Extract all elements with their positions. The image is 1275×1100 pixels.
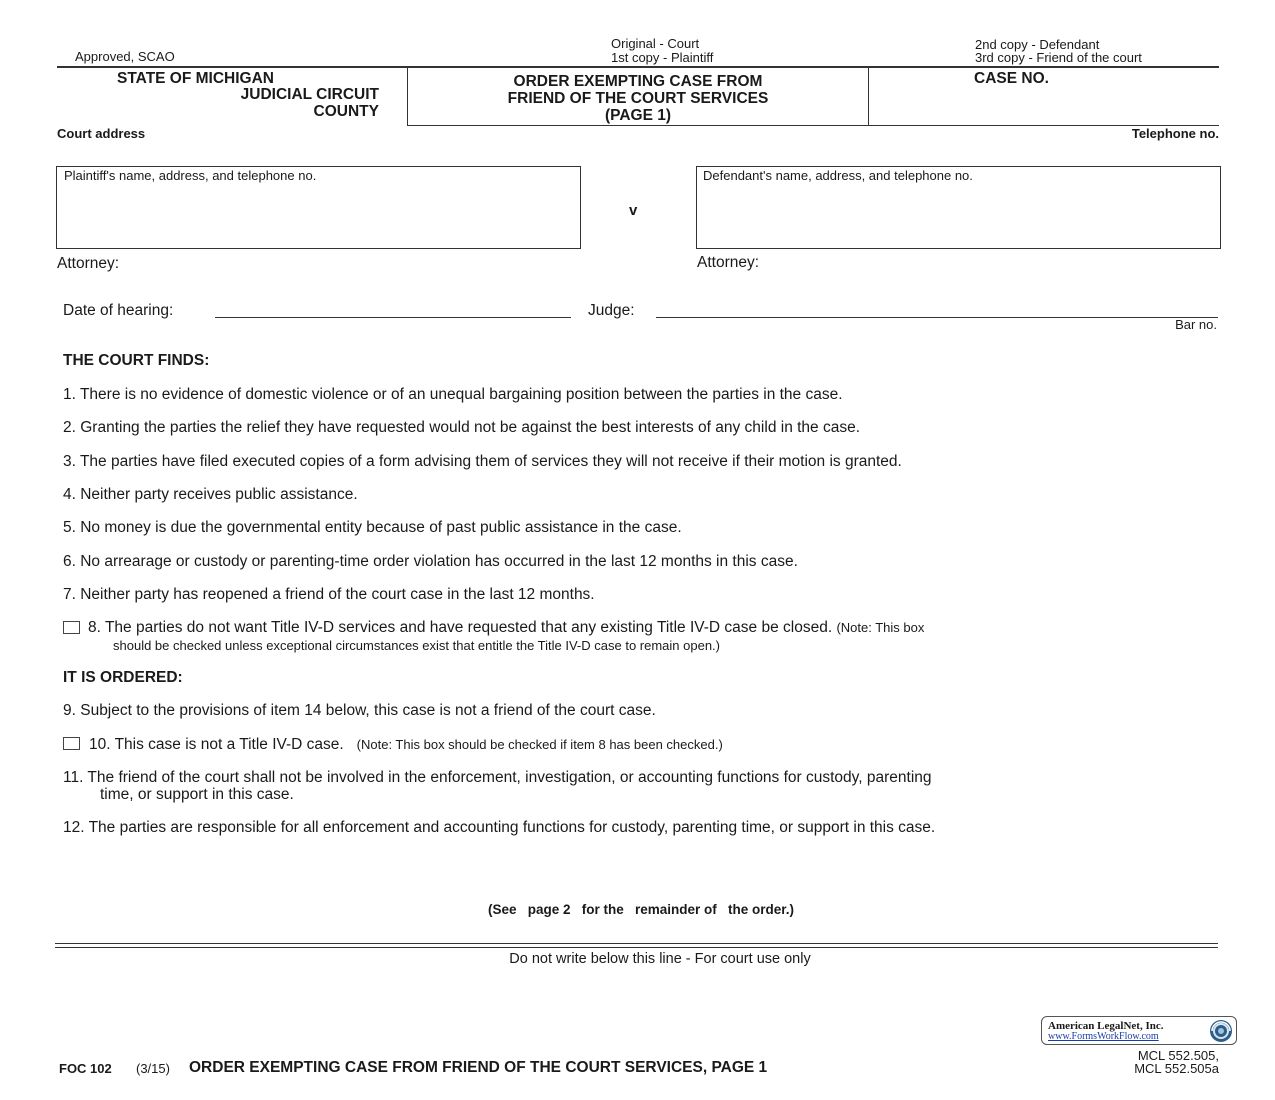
county-label: COUNTY	[313, 103, 379, 120]
form-title-line-2: FRIEND OF THE COURT SERVICES	[507, 90, 769, 107]
defendant-box[interactable]	[696, 166, 1221, 249]
finding-5: 5. No money is due the governmental entity because of past public assistance in the case.	[63, 519, 682, 536]
footer-title: ORDER EXEMPTING CASE FROM FRIEND OF THE COURT SERVICES, PAGE 1	[189, 1059, 768, 1076]
case-no-label: CASE NO.	[974, 70, 1049, 87]
court-finds-heading: THE COURT FINDS:	[63, 352, 210, 369]
american-legalnet-logo[interactable]	[1041, 1016, 1237, 1045]
circuit-label: JUDICIAL CIRCUIT	[240, 86, 379, 103]
state-label: STATE OF MICHIGAN	[117, 70, 274, 87]
item-10-checkbox[interactable]	[63, 737, 80, 750]
copy-second: 2nd copy - Defendant	[975, 37, 1100, 52]
finding-3: 3. The parties have filed executed copies of a form advising them of services they will not receive if their motion is granted.	[63, 453, 902, 470]
form-number: FOC 102	[59, 1061, 112, 1076]
date-of-hearing-label: Date of hearing:	[63, 302, 174, 319]
order-10	[89, 736, 723, 754]
court-address-label: Court address	[57, 126, 146, 141]
order-10-text: 10. This case is not a Title IV-D case.	[89, 736, 344, 753]
header-top-rule	[57, 66, 1219, 68]
copy-third: 3rd copy - Friend of the court	[975, 50, 1142, 65]
finding-8-note-start: (Note: This box	[836, 620, 925, 635]
header-bottom-rule	[407, 125, 1219, 126]
form-title-line-1: ORDER EXEMPTING CASE FROM	[513, 73, 763, 90]
finding-1: 1. There is no evidence of domestic violence or of an unequal bargaining position between the parties in the case.	[63, 386, 843, 403]
court-use-only: Do not write below this line - For court use only	[509, 951, 811, 967]
form-revision: (3/15)	[136, 1061, 170, 1076]
finding-8-text: 8. The parties do not want Title IV-D services and have requested that any existing Title IV-D case be closed.	[88, 619, 833, 636]
order-11-line-1: 11. The friend of the court shall not be involved in the enforcement, investigation, or accounting functions for custody, parenting	[63, 769, 932, 786]
judge-label: Judge:	[588, 302, 635, 319]
approved-scao: Approved, SCAO	[75, 49, 175, 64]
see-page-2: (See page 2 for the remainder of the order.)	[487, 902, 795, 917]
defendant-label: Defendant's name, address, and telephone no.	[703, 168, 973, 183]
logo-name: American LegalNet, Inc.	[1048, 1020, 1164, 1032]
finding-2: 2. Granting the parties the relief they have requested would not be against the best interests of any child in the case.	[63, 419, 861, 436]
telephone-label: Telephone no.	[1131, 126, 1219, 141]
globe-icon	[1209, 1019, 1233, 1043]
date-of-hearing-field[interactable]	[215, 317, 571, 318]
finding-8	[88, 619, 924, 637]
copy-first: 1st copy - Plaintiff	[611, 50, 714, 65]
court-use-rule-1	[55, 943, 1218, 944]
copy-original: Original - Court	[611, 36, 700, 51]
order-11-line-2: time, or support in this case.	[100, 786, 294, 803]
plaintiff-box[interactable]	[56, 166, 581, 249]
item-8-checkbox[interactable]	[63, 621, 80, 634]
mcl-2: MCL 552.505a	[1134, 1061, 1219, 1076]
finding-8-note-cont: should be checked unless exceptional circumstances exist that entitle the Title IV-D case to remain open.)	[113, 638, 720, 653]
court-use-rule-2	[55, 947, 1218, 948]
versus-label: v	[629, 202, 638, 219]
judge-field[interactable]	[656, 317, 1218, 318]
header-divider-right	[868, 68, 869, 126]
attorney-left-label: Attorney:	[57, 255, 120, 272]
finding-7: 7. Neither party has reopened a friend of the court case in the last 12 months.	[63, 586, 595, 603]
form-title	[408, 73, 868, 124]
order-12: 12. The parties are responsible for all enforcement and accounting functions for custody, parenting time, or support in this case.	[63, 819, 936, 836]
plaintiff-label: Plaintiff's name, address, and telephone no.	[64, 168, 317, 183]
bar-no-label: Bar no.	[1175, 317, 1217, 332]
finding-6: 6. No arrearage or custody or parenting-time order violation has occurred in the last 12 months in this case.	[63, 553, 798, 570]
form-title-line-3: (PAGE 1)	[604, 107, 672, 124]
finding-4: 4. Neither party receives public assistance.	[63, 486, 358, 503]
attorney-right-label: Attorney:	[697, 254, 760, 271]
mcl-1: MCL 552.505,	[1137, 1048, 1219, 1063]
logo-url[interactable]: www.FormsWorkFlow.com	[1048, 1031, 1159, 1042]
order-9: 9. Subject to the provisions of item 14 below, this case is not a friend of the court case.	[63, 702, 656, 719]
order-10-note: (Note: This box should be checked if item 8 has been checked.)	[356, 737, 723, 752]
ordered-heading: IT IS ORDERED:	[63, 669, 183, 686]
